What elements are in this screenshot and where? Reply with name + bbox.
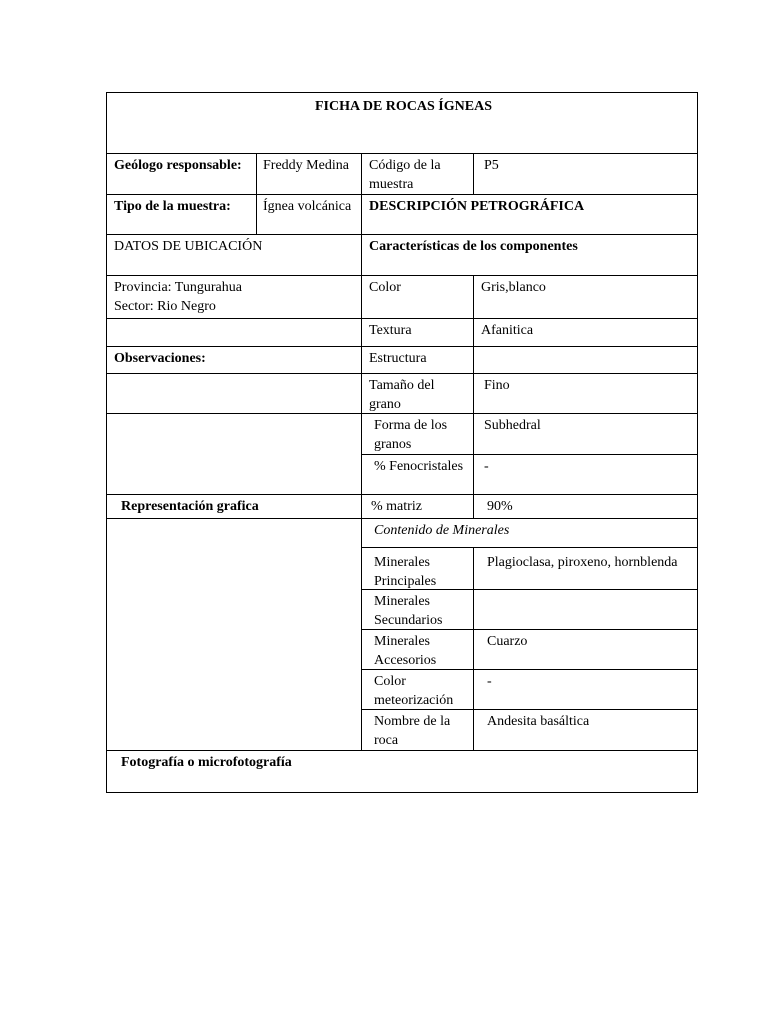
secondary-minerals-label: Minerales Secundarios: [362, 590, 474, 630]
province: Provincia: Tungurahua: [114, 280, 242, 295]
matrix-label: % matriz: [362, 495, 474, 519]
structure-label: Estructura: [362, 347, 474, 374]
main-minerals-value: Plagioclasa, piroxeno, hornblenda: [474, 548, 697, 590]
grain-shape-value: Subhedral: [474, 414, 697, 455]
sample-type-label: Tipo de la muestra:: [107, 195, 257, 235]
rock-name-value: Andesita basáltica: [474, 710, 697, 751]
rock-name-label: Nombre de la roca: [362, 710, 474, 751]
main-minerals-label: Minerales Principales: [362, 548, 474, 590]
weathering-color-label: Color meteorización: [362, 670, 474, 710]
grain-size-label: Tamaño del grano: [362, 374, 474, 414]
observations-cell: [107, 374, 362, 414]
grain-shape-label: Forma de los granos: [362, 414, 474, 455]
grain-size-value: Fino: [474, 374, 697, 414]
weathering-color-value: -: [474, 670, 697, 710]
matrix-value: 90%: [474, 495, 697, 519]
petrographic-description-heading: DESCRIPCIÓN PETROGRÁFICA: [362, 195, 697, 235]
texture-value: Afanitica: [474, 319, 697, 347]
location-heading: DATOS DE UBICACIÓN: [107, 235, 362, 276]
geologist-label: Geólogo responsable:: [107, 154, 257, 195]
color-label: Color: [362, 276, 474, 319]
sector: Sector: Rio Negro: [114, 299, 216, 314]
geologist-value: Freddy Medina: [257, 154, 362, 195]
secondary-minerals-value: [474, 590, 697, 630]
components-heading: Características de los componentes: [362, 235, 697, 276]
phenocrysts-label: % Fenocristales: [362, 455, 474, 495]
photo-label: Fotografía o microfotografía: [121, 755, 292, 770]
graphic-representation-label: Representación grafica: [107, 495, 362, 519]
structure-value: [474, 347, 697, 374]
sample-code-label: Código de la muestra: [362, 154, 474, 195]
color-value: Gris,blanco: [474, 276, 697, 319]
sample-code-value: P5: [474, 154, 697, 195]
texture-label: Textura: [362, 319, 474, 347]
sheet-title: FICHA DE ROCAS ÍGNEAS: [107, 93, 697, 154]
rock-sample-sheet: [106, 92, 698, 793]
accessory-minerals-label: Minerales Accesorios: [362, 630, 474, 670]
location-info: [107, 276, 362, 319]
phenocrysts-value: -: [474, 455, 697, 495]
observations-label: Observaciones:: [107, 347, 362, 374]
minerals-content-heading: Contenido de Minerales: [362, 519, 697, 548]
observations-cell: [107, 414, 362, 495]
sample-type-value: Ígnea volcánica: [257, 195, 362, 235]
graphic-representation-area: [107, 519, 362, 751]
accessory-minerals-value: Cuarzo: [474, 630, 697, 670]
blank-cell: [107, 319, 362, 347]
